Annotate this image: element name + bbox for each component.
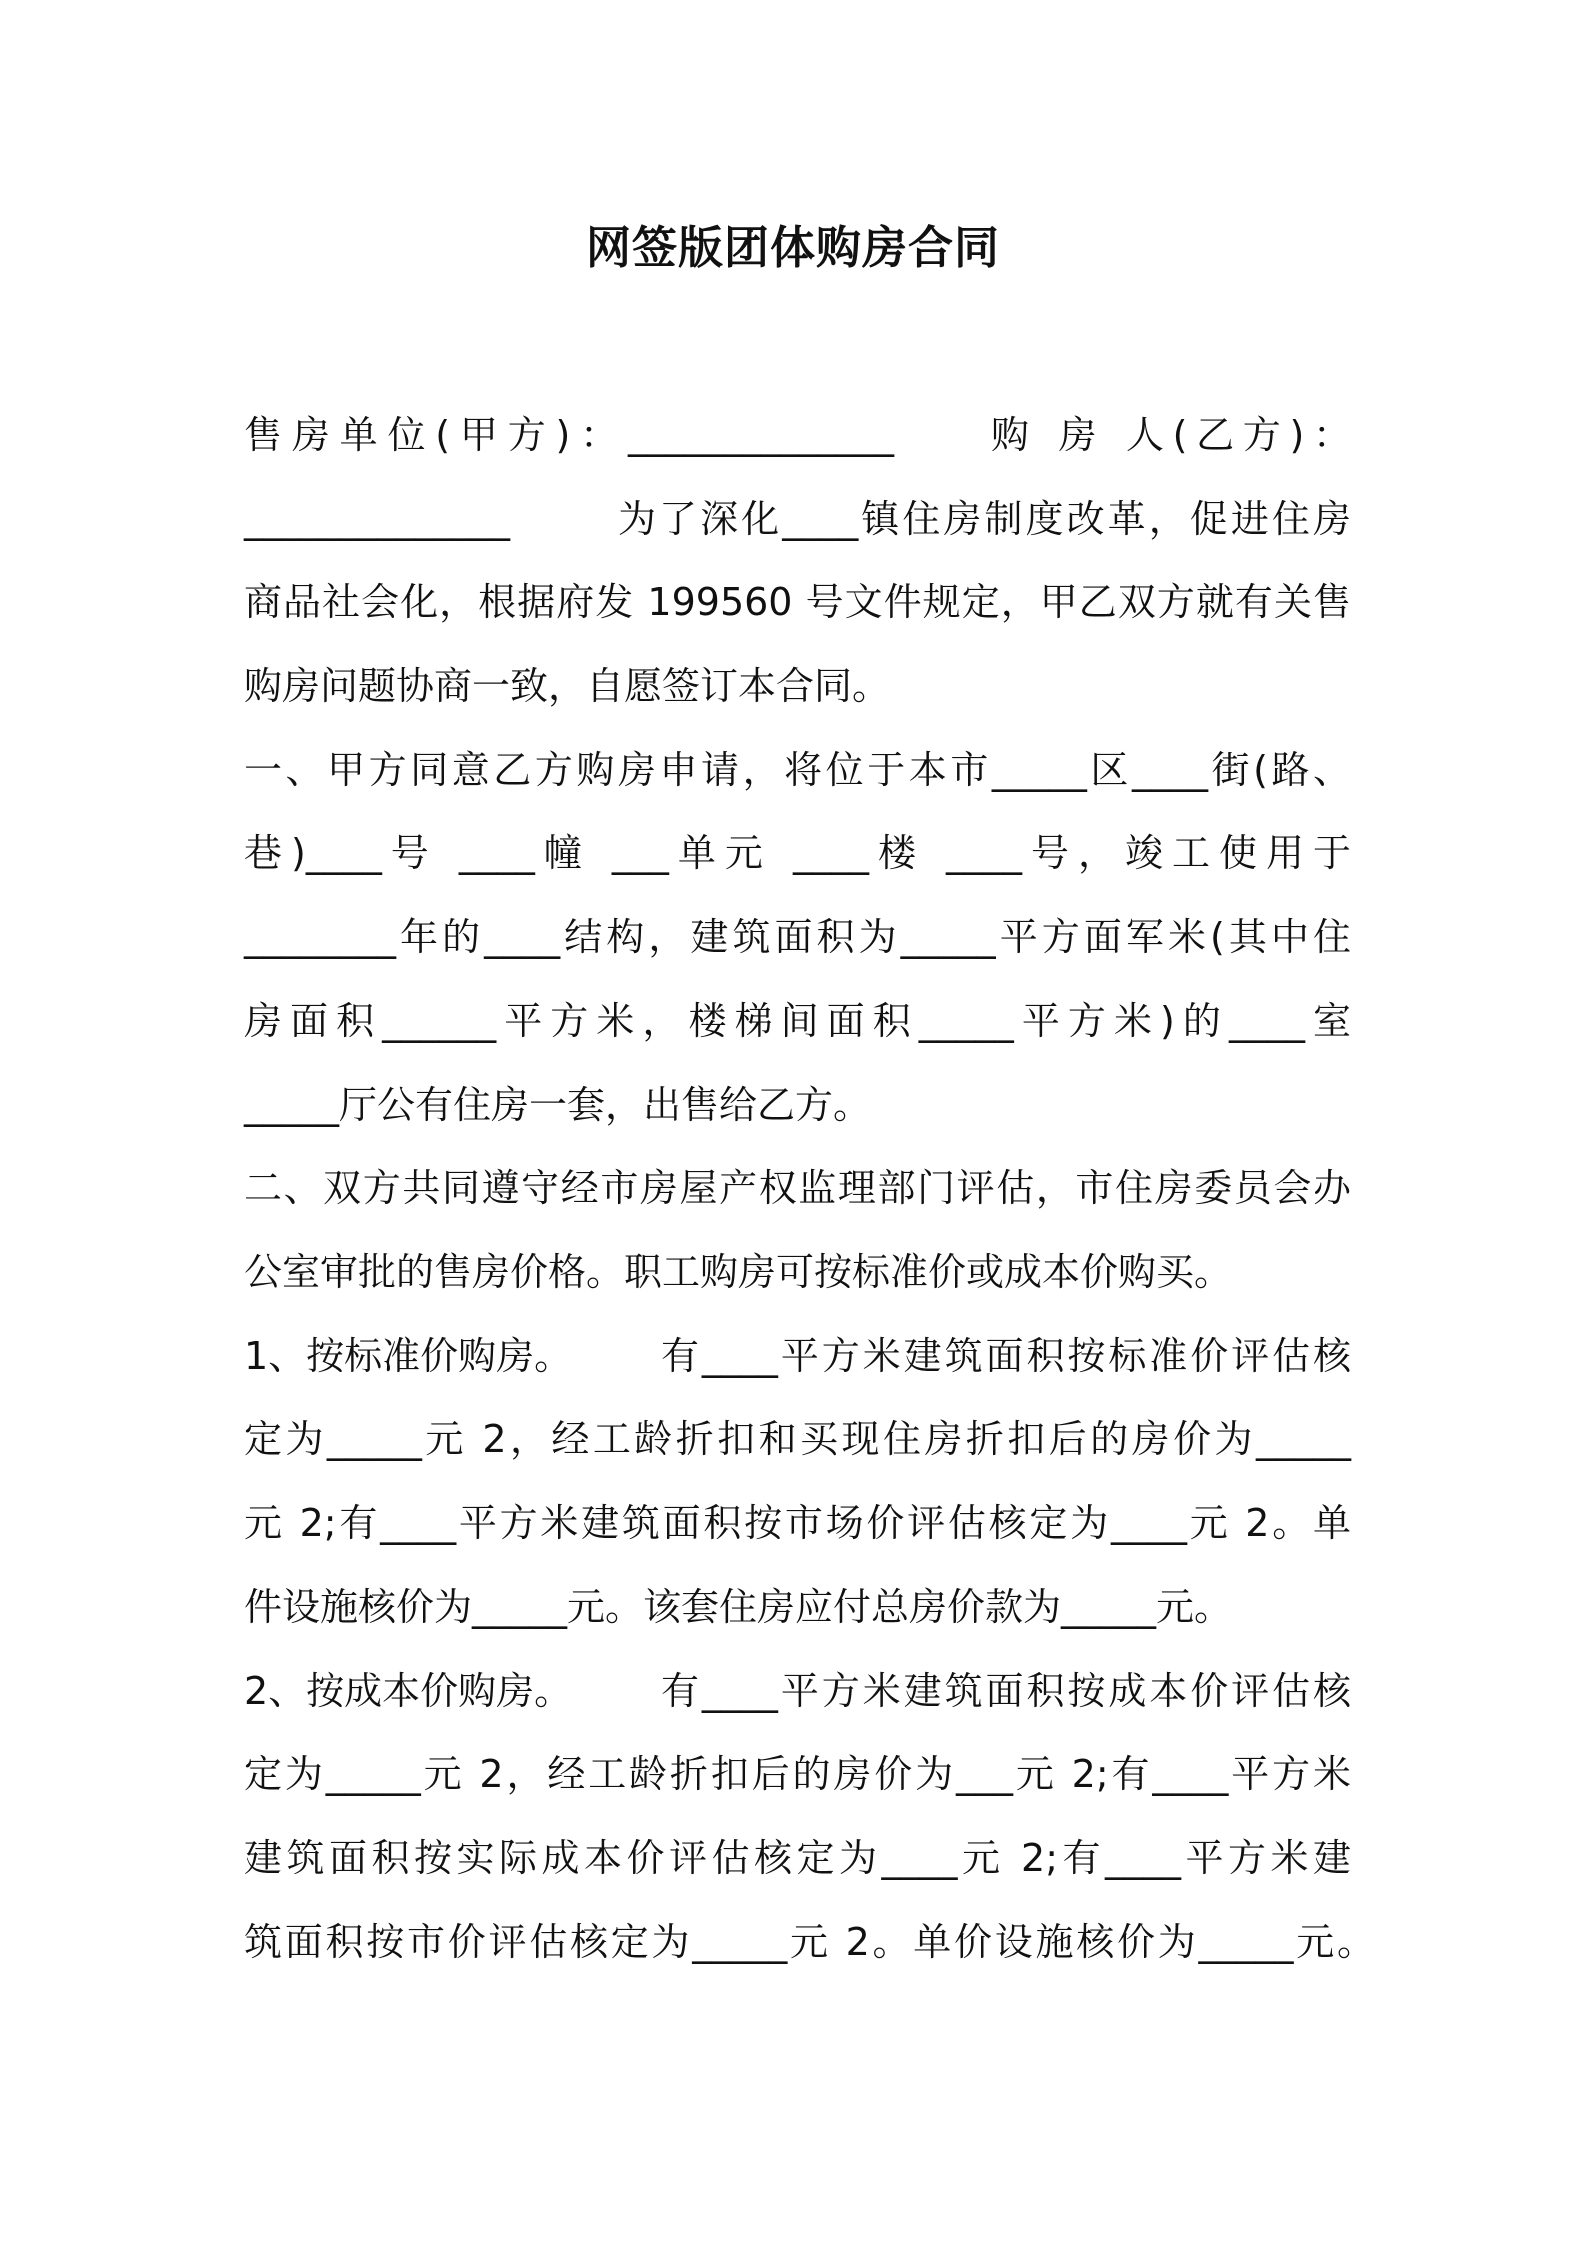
- contract-line: ________年的____结构，建筑面积为_____平方面军米(其中住: [244, 915, 1351, 959]
- contract-line: [244, 393, 1351, 477]
- item-text: 有____平方米建筑面积按标准价评估核: [661, 1334, 1351, 1378]
- clause-one-line: 一、甲方同意乙方购房申请，将位于本市_____区____街(路、: [244, 748, 1351, 792]
- item-heading: 1、按标准价购房。: [244, 1334, 573, 1378]
- contract-line: 巷)____号 ____幢 ___单元 ____楼 ____号，竣工使用于: [244, 831, 1351, 875]
- contract-line: 筑面积按市价评估核定为_____元 2。单价设施核价为_____元。: [244, 1920, 1375, 1964]
- contract-line: 建筑面积按实际成本价评估核定为____元 2;有____平方米建: [244, 1836, 1351, 1880]
- buyer-party-label: 购 房 人(乙方)：: [991, 413, 1351, 457]
- contract-line: 公室审批的售房价格。职工购房可按标准价或成本价购买。: [244, 1250, 1233, 1294]
- contract-line: 定为_____元 2，经工龄折扣后的房价为___元 2;有____平方米: [244, 1752, 1351, 1796]
- buyer-blank: ______________: [244, 497, 510, 541]
- clause-two-line: 二、双方共同遵守经市房屋产权监理部门评估，市住房委员会办: [244, 1166, 1351, 1210]
- contract-line: _____厅公有住房一套，出售给乙方。: [244, 1083, 872, 1127]
- contract-line: 件设施核价为_____元。该套住房应付总房价款为_____元。: [244, 1585, 1233, 1629]
- item-text: 有____平方米建筑面积按成本价评估核: [661, 1669, 1351, 1713]
- contract-line: 定为_____元 2，经工龄折扣和买现住房折扣后的房价为_____: [244, 1417, 1351, 1461]
- contract-line: 商品社会化，根据府发 199560 号文件规定，甲乙双方就有关售: [244, 580, 1351, 624]
- contract-line: 购房问题协商一致，自愿签订本合同。: [244, 664, 891, 708]
- preamble-start: 为了深化____镇住房制度改革，促进住房: [618, 497, 1351, 541]
- item-heading: 2、按成本价购房。: [244, 1669, 573, 1713]
- cost-price-item: [244, 1649, 1351, 1733]
- contract-title: 网签版团体购房合同: [585, 221, 1000, 274]
- seller-party-label: 售房单位(甲方)：______________: [244, 413, 894, 457]
- contract-line: 元 2;有____平方米建筑面积按市场价评估核定为____元 2。单: [244, 1501, 1351, 1545]
- contract-line: [244, 477, 1351, 561]
- contract-line: 房面积______平方米，楼梯间面积_____平方米)的____室: [244, 999, 1351, 1043]
- standard-price-item: [244, 1314, 1351, 1398]
